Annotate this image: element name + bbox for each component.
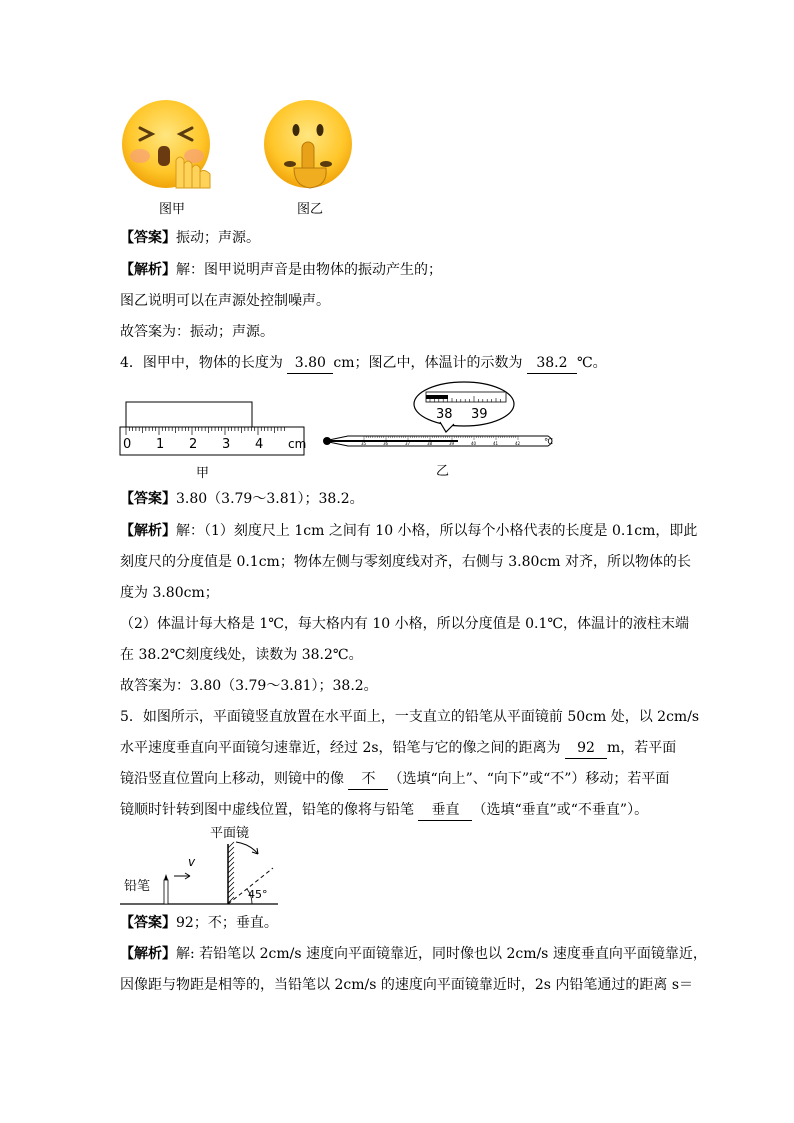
- mirror-hatch-line: [228, 852, 234, 858]
- analysis-label: 【解析】: [120, 262, 176, 278]
- mirror-hatch-line: [228, 892, 234, 898]
- mirror-hatch-line: [228, 867, 234, 873]
- mirror-hatch-line: [228, 887, 234, 893]
- answer-text: 92；不；垂直。: [176, 915, 278, 931]
- mirror-hatch-line: [228, 862, 234, 868]
- answer-label: 【答案】: [120, 915, 176, 931]
- mirror-hatch-line: [228, 842, 234, 848]
- q5-blank-distance: 92: [565, 738, 607, 759]
- q3-conclusion: 故答案为：振动；声源。: [120, 324, 274, 340]
- shushing-emoji-icon: [264, 100, 352, 188]
- thermometer-scale-label: 37: [405, 441, 411, 446]
- q5-stem-text: （选填“向上”、“向下”或“不”）移动；若平面: [388, 771, 670, 787]
- thermometer-caption: 乙: [436, 464, 450, 479]
- ruler-body: [120, 427, 307, 455]
- q5-stem-line4: [120, 800, 648, 821]
- q5-stem-text: 水平速度垂直向平面镜匀速靠近，经过 2s，铅笔与它的像之间的距离为: [120, 740, 561, 756]
- mirror-hatch-line: [228, 847, 234, 853]
- q5-analysis-line2: 因像距与物距是相等的，当铅笔以 2cm/s 的速度向平面镜靠近时，2s 内铅笔通过的距离 s＝: [120, 977, 693, 993]
- mirror-figure: [118, 824, 288, 910]
- zoom-bubble: [414, 382, 514, 426]
- mirror-hatch-line: [228, 857, 234, 863]
- thermometer-unit: ℃: [544, 437, 553, 446]
- analysis-text: 解：（1）刻度尺上 1cm 之间有 10 小格，所以每个小格代表的长度是 0.1cm，即此: [176, 523, 698, 539]
- figure-a-caption: 图甲: [159, 202, 186, 217]
- ruler-tick-label: 0: [123, 437, 132, 452]
- ruler-tick-label: 1: [156, 437, 165, 452]
- q4-analysis-line5: 在 38.2℃刻度线处，读数为 38.2℃。: [120, 647, 363, 663]
- zoom-label-39: 39: [471, 407, 488, 422]
- mirror-label: 平面镜: [210, 826, 250, 841]
- analysis-text: 解: 若铅笔以 2cm/s 速度向平面镜靠近，同时像也以 2cm/s 速度垂直向平面镜靠近，: [176, 946, 707, 962]
- analysis-label: 【解析】: [120, 946, 176, 962]
- thermometer-scale-label: 40: [471, 441, 477, 446]
- ruler-figure: [118, 400, 318, 458]
- rotation-arrow: [236, 842, 258, 854]
- velocity-label: v: [188, 855, 196, 869]
- q5-stem-text: （选填“垂直”或“不垂直”）。: [472, 802, 649, 818]
- q4-stem: [120, 353, 607, 374]
- analysis-text: 解：图甲说明声音是由物体的振动产生的；: [176, 262, 442, 278]
- q3-analysis-line2: 图乙说明可以在声源处控制噪声。: [120, 293, 330, 309]
- q5-blank-orientation: 垂直: [418, 800, 472, 821]
- ruler-tick-label: 2: [189, 437, 198, 452]
- thermometer-figure: [318, 380, 562, 460]
- pencil-icon: [164, 880, 168, 904]
- q5-stem-line1: 5．如图所示，平面镜竖直放置在水平面上，一支直立的铅笔从平面镜前 50cm 处，以 2cm/s: [120, 709, 700, 725]
- q4-conclusion: 故答案为：3.80（3.79～3.81）；38.2。: [120, 678, 378, 694]
- q5-analysis: [120, 944, 707, 964]
- q4-blank-length: 3.80: [287, 353, 333, 374]
- q5-blank-direction: 不: [348, 769, 388, 790]
- mirror-hatch-line: [228, 877, 234, 883]
- q5-stem-text: m，若平面: [607, 740, 677, 756]
- ruler-tick-label: 4: [255, 437, 264, 452]
- ruler-tick-label: 3: [222, 437, 231, 452]
- thermometer-scale-label: 39: [449, 441, 455, 446]
- answer-label: 【答案】: [120, 230, 176, 246]
- answer-label: 【答案】: [120, 491, 176, 507]
- q4-analysis-line3: 度为 3.80cm；: [120, 585, 219, 601]
- figure-b-caption: 图乙: [297, 202, 324, 217]
- mirror-hatch-line: [228, 872, 234, 878]
- q5-stem-text: 镜顺时针转到图中虚线位置，铅笔的像将与铅笔: [120, 802, 414, 818]
- q5-stem-line3: [120, 769, 669, 790]
- angle-label: 45°: [248, 888, 268, 901]
- answer-text: 振动；声源。: [176, 230, 260, 246]
- q4-stem-prefix: 4．图甲中，物体的长度为: [120, 355, 283, 371]
- thermometer-scale-label: 35: [361, 441, 367, 446]
- q4-analysis-line4: （2）体温计每大格是 1℃，每大格内有 10 小格，所以分度值是 0.1℃，体温计的液柱末端: [120, 616, 690, 632]
- q5-stem-line2: [120, 738, 676, 759]
- q4-stem-mid: cm；图乙中，体温计的示数为: [333, 355, 523, 371]
- q4-blank-temperature: 38.2: [527, 353, 577, 374]
- laughing-emoji-icon: [122, 100, 210, 188]
- zoom-label-38: 38: [436, 407, 453, 422]
- measured-object: [126, 402, 252, 427]
- q4-answer: [120, 489, 364, 509]
- q4-stem-suffix: ℃。: [576, 355, 607, 371]
- answer-text: 3.80（3.79～3.81）；38.2。: [176, 491, 364, 507]
- q3-answer: [120, 228, 260, 248]
- mercury-column: [330, 440, 458, 442]
- analysis-label: 【解析】: [120, 523, 176, 539]
- thermometer-scale-label: 41: [493, 441, 499, 446]
- q3-analysis: [120, 260, 442, 280]
- q4-analysis-line2: 刻度尺的分度值是 0.1cm；物体左侧与零刻度线对齐，右侧与 3.80cm 对齐，所以物体的长: [120, 554, 692, 570]
- q5-answer: [120, 913, 278, 933]
- ruler-unit: cm: [288, 437, 307, 451]
- q4-analysis: [120, 521, 697, 541]
- pencil-label: 铅笔: [124, 879, 151, 894]
- thermometer-scale-label: 36: [383, 441, 389, 446]
- thermometer-scale-label: 42: [515, 441, 521, 446]
- q5-stem-text: 镜沿竖直位置向上移动，则镜中的像: [120, 771, 344, 787]
- emoji-figure: [118, 98, 368, 198]
- mirror-hatch-line: [228, 882, 234, 888]
- ruler-caption: 甲: [196, 466, 210, 481]
- thermometer-scale-label: 38: [427, 441, 433, 446]
